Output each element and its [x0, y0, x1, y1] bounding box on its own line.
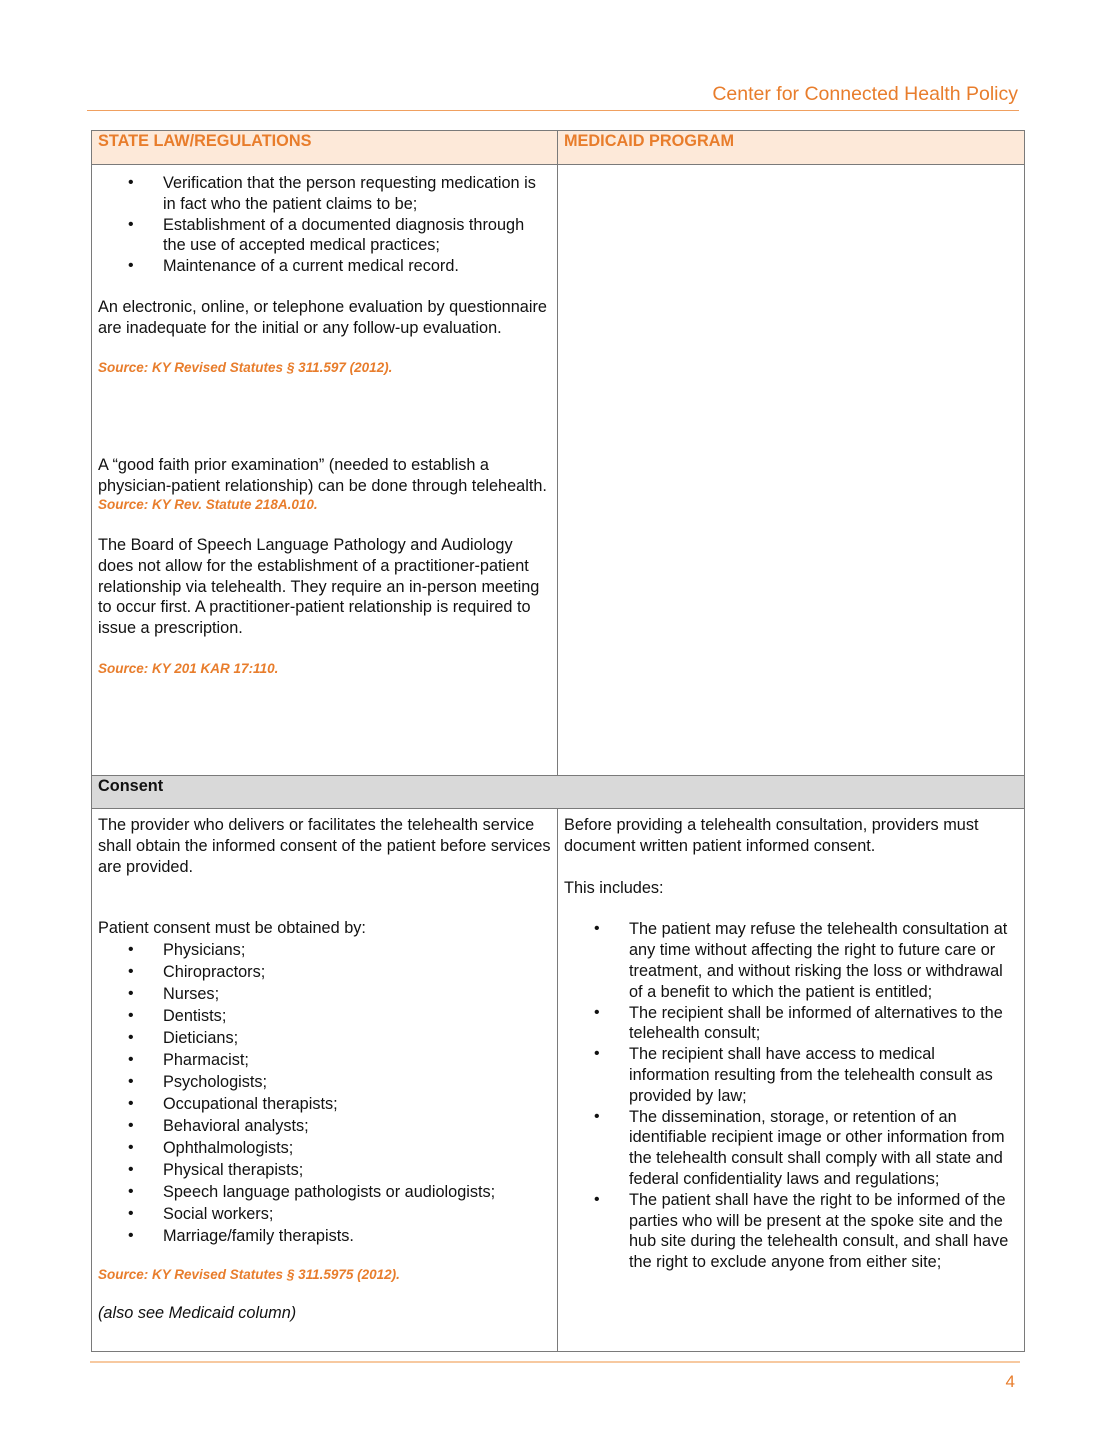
list-item: • The patient shall have the right to be informed of the parties who will be present at the spoke site and the hub site during the telehealth consult, and shall have the right to exclude anyone from either site;: [564, 1190, 1018, 1273]
list-item: • Physical therapists;: [98, 1159, 551, 1181]
list-item: • Speech language pathologists or audiologists;: [98, 1181, 551, 1203]
source-citation: Source: KY 201 KAR 17:110.: [98, 660, 279, 676]
list-item: • Behavioral analysts;: [98, 1115, 551, 1137]
source-citation: Source: KY Revised Statutes § 311.5975 (2012).: [98, 1267, 400, 1283]
list-item: • Maintenance of a current medical record.: [98, 256, 551, 277]
list-intro: This includes:: [564, 878, 664, 897]
table-row: [92, 165, 1025, 776]
list-item: • Chiropractors;: [98, 961, 551, 983]
list-item: • Marriage/family therapists.: [98, 1225, 551, 1247]
list-item: • Pharmacist;: [98, 1049, 551, 1071]
paragraph: The provider who delivers or facilitates the telehealth service shall obtain the informed consent of the patient before services are provided.: [98, 816, 551, 876]
list-item: • The recipient shall have access to medical information resulting from the telehealth consult as provided by law;: [564, 1044, 1018, 1106]
list-item: • Physicians;: [98, 939, 551, 961]
list-item: • Dieticians;: [98, 1027, 551, 1049]
note: (also see Medicaid column): [98, 1303, 297, 1322]
consent-requirements-list: [564, 919, 1018, 1273]
list-item: • Dentists;: [98, 1005, 551, 1027]
medicaid-cell: [558, 809, 1025, 1352]
column-header-medicaid: MEDICAID PROGRAM: [558, 131, 1025, 165]
list-item: • Verification that the person requesting medication is in fact who the patient claims to be;: [98, 173, 551, 215]
state-law-cell: [92, 165, 558, 776]
state-law-cell: [92, 809, 558, 1352]
requirements-list: [98, 173, 551, 277]
section-header-consent: [92, 776, 1025, 809]
source-citation: Source: KY Rev. Statute 218A.010.: [98, 496, 318, 512]
list-item: • Ophthalmologists;: [98, 1137, 551, 1159]
provider-list: [98, 939, 551, 1247]
policy-table: [91, 130, 1025, 1352]
list-item: • The patient may refuse the telehealth consultation at any time without affecting the right to future care or treatment, and without risking the loss or withdrawal of a benefit to which the patient is entitled;: [564, 919, 1018, 1002]
list-intro: Patient consent must be obtained by:: [98, 919, 366, 938]
list-item: • The recipient shall be informed of alternatives to the telehealth consult;: [564, 1003, 1018, 1045]
org-name: Center for Connected Health Policy: [712, 83, 1018, 105]
page-header: [87, 82, 1019, 111]
page-footer: [90, 1361, 1020, 1391]
list-item: • Psychologists;: [98, 1071, 551, 1093]
paragraph: An electronic, online, or telephone evaluation by questionnaire are inadequate for the initial or any follow-up evaluation.: [98, 297, 547, 337]
paragraph: Before providing a telehealth consultation, providers must document written patient informed consent.: [564, 816, 979, 855]
table-header-row: [92, 131, 1025, 165]
list-item: • Social workers;: [98, 1203, 551, 1225]
source-citation: Source: KY Revised Statutes § 311.597 (2012).: [98, 359, 393, 375]
page-number: 4: [1005, 1372, 1015, 1391]
section-title: Consent: [92, 776, 1025, 809]
paragraph: The Board of Speech Language Pathology and Audiology does not allow for the establishment of a practitioner-patient relationship via telehealth. They require an in-person meeting to occur first. A practitioner-patient relationship is required to issue a prescription.: [98, 535, 540, 638]
list-item: • Occupational therapists;: [98, 1093, 551, 1115]
list-item: • Nurses;: [98, 983, 551, 1005]
table-row: [92, 809, 1025, 1352]
list-item: • The dissemination, storage, or retention of an identifiable recipient image or other information from the telehealth consult shall comply with all state and federal confidentiality laws and regulations;: [564, 1107, 1018, 1190]
list-item: • Establishment of a documented diagnosis through the use of accepted medical practices;: [98, 215, 551, 257]
medicaid-cell: [558, 165, 1025, 776]
paragraph: A “good faith prior examination” (needed to establish a physician-patient relationship) can be done through telehealth.: [98, 456, 547, 496]
column-header-state-law: STATE LAW/REGULATIONS: [92, 131, 558, 165]
